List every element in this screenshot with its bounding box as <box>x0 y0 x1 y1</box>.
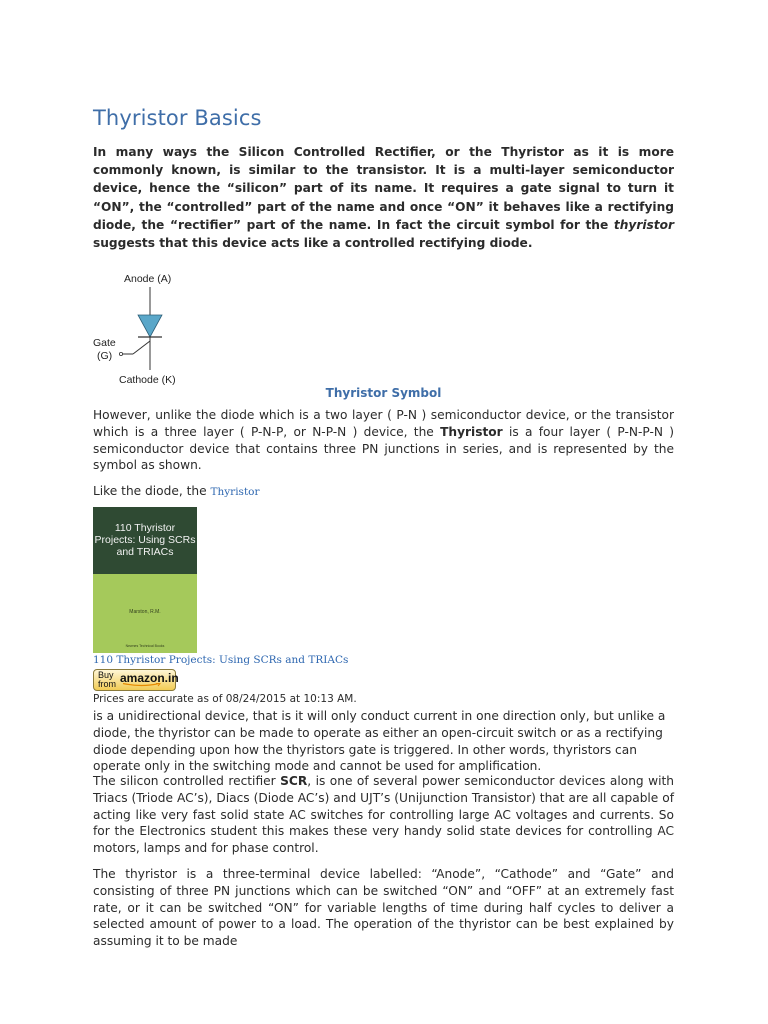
amazon-smile-icon <box>122 683 162 687</box>
book-cover-publisher: Newnes Technical Books <box>125 644 165 648</box>
amazon-from-label: from <box>98 679 116 689</box>
scr-text-1: The silicon controlled rectifier <box>93 774 281 788</box>
like-diode-line <box>93 483 674 501</box>
amazon-buy-label: Buy <box>98 670 114 680</box>
unlike-diode-paragraph <box>93 407 674 474</box>
scr-paragraph <box>93 773 674 857</box>
intro-paragraph <box>93 143 674 252</box>
page-title: Thyristor Basics <box>93 106 262 130</box>
like-text: Like the diode, the <box>93 484 211 498</box>
book-cover-author: Marston, R.M. <box>129 609 161 615</box>
intro-text-2: suggests that this device acts like a controlled rectifying diode. <box>93 236 533 251</box>
gate-letter-label: (G) <box>97 350 113 362</box>
buy-from-amazon-button[interactable] <box>93 669 179 691</box>
prices-note: Prices are accurate as of 08/24/2015 at 10:13 AM. <box>93 693 357 705</box>
unlike-text-1: However, unlike the diode which is a two layer ( P-N ) semiconductor device, or the transistor which is a three layer ( P-N-P, or N-P-N ) device, the <box>93 408 674 439</box>
amazon-logo-text: amazon.in <box>120 671 179 685</box>
anode-label: Anode (A) <box>124 273 172 285</box>
unlike-text-2: is a four layer ( P-N-P-N ) semiconductor device that contains three PN junctions in series, and is represented by the symbol as shown. <box>93 424 674 473</box>
cathode-label: Cathode (K) <box>119 374 176 386</box>
book-cover-title: 110 Thyristor Projects: Using SCRs and TRIACs <box>94 522 196 558</box>
unlike-bold: Thyristor <box>440 424 503 439</box>
book-title-link[interactable]: 110 Thyristor Projects: Using SCRs and TRIACs <box>93 654 349 666</box>
scr-text-2: , is one of several power semiconductor devices along with Triacs (Triode AC’s), Diacs (Diode AC’s) and UJT’s (Unijunction Transistor) that are all capable of acting like very fast solid state AC switches for controlling large AC voltages and currents. So for the Electronics student this makes these very handy solid state devices for controlling AC motors, lamps and for phase control. <box>93 774 674 856</box>
scr-bold: SCR <box>280 774 308 788</box>
three-terminal-paragraph: The thyristor is a three-terminal device labelled: “Anode”, “Cathode” and “Gate” and consisting of three PN junctions which can be switched “ON” and “OFF” at an extremely fast rate, or it can be switched “ON” for variable lengths of time during half cycles to deliver a selected amount of power to a load. The operation of the thyristor can be best explained by assuming it to be made <box>93 867 674 949</box>
thyristor-link[interactable]: Thyristor <box>210 486 260 498</box>
symbol-caption: Thyristor Symbol <box>325 386 442 400</box>
intro-emphasis: thyristor <box>613 217 674 232</box>
thyristor-symbol-diagram <box>93 266 193 388</box>
intro-text-1: In many ways the Silicon Controlled Rectifier, or the Thyristor as it is more commonly known, is similar to the transistor. It is a multi-layer semiconductor device, hence the “silicon” part of its name. It requires a gate signal to turn it “ON”, the “controlled” part of the name and once “ON” it behaves like a rectifying diode, the “rectifier” part of the name. In fact the circuit symbol for the <box>93 145 674 232</box>
gate-diagonal <box>133 341 150 354</box>
unidirectional-paragraph: is a unidirectional device, that is it will only conduct current in one direction only, but unlike a diode, the thyristor can be made to operate as either an open-circuit switch or as a rectifying diode depending upon how the thyristors gate is triggered. In other words, thyristors can operate only in the switching mode and cannot be used for amplification. <box>93 709 666 774</box>
gate-label: Gate <box>93 337 116 349</box>
diode-triangle-icon <box>138 315 162 337</box>
book-cover-image[interactable] <box>93 507 197 653</box>
gate-terminal-icon <box>119 352 122 355</box>
